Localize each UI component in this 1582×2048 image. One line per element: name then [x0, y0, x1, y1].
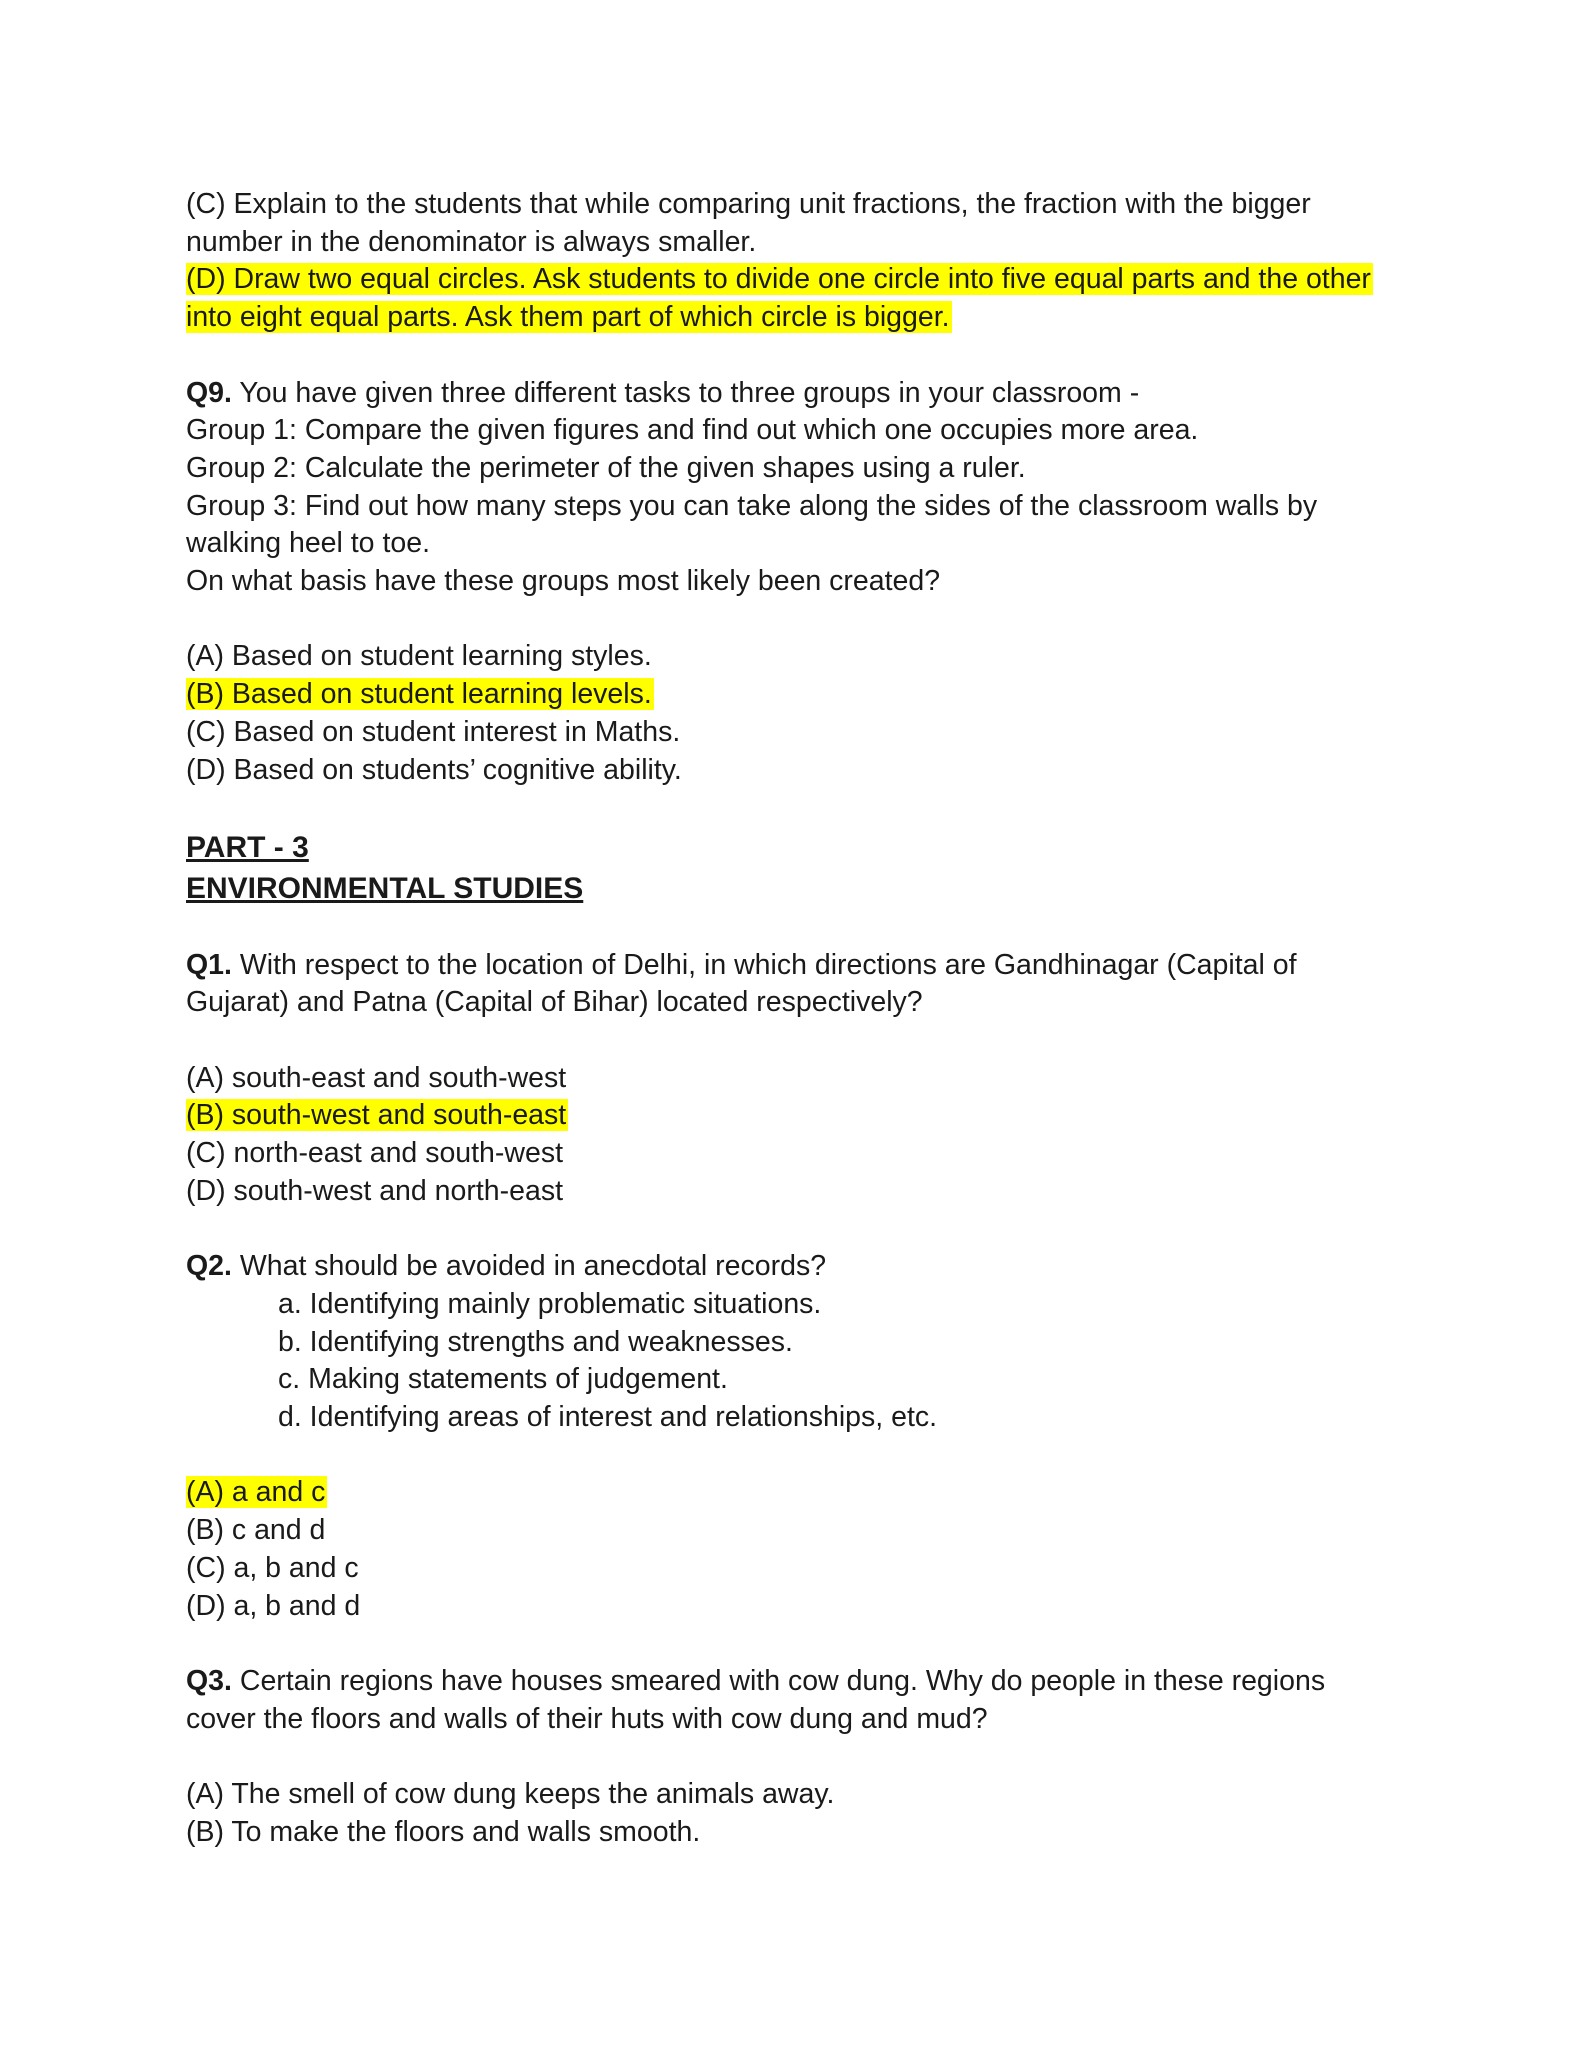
- evs-q3-stem-text: Certain regions have houses smeared with cow dung. Why do people in these regions: [231, 1664, 1326, 1697]
- spacer: [186, 789, 1396, 827]
- q8-option-d-highlight-1: (D) Draw two equal circles. Ask students to divide one circle into five equal parts and the other: [186, 263, 1371, 296]
- evs-q1-stem-text: With respect to the location of Delhi, in which directions are Gandhinagar (Capital of: [231, 948, 1297, 981]
- evs-q1-option-d: (D) south-west and north-east: [186, 1174, 563, 1207]
- evs-q1-option-b: [186, 1097, 1396, 1135]
- q9-number: Q9.: [186, 376, 232, 409]
- q9-group2: Group 2: Calculate the perimeter of the given shapes using a ruler.: [186, 451, 1026, 484]
- spacer: [186, 337, 1396, 375]
- evs-q1-option-b-highlight: (B) south-west and south-east: [186, 1099, 567, 1132]
- q9-option-b: [186, 676, 1396, 714]
- evs-q2-option-c: (C) a, b and c: [186, 1551, 359, 1584]
- q9-stem: [186, 375, 1396, 413]
- evs-q2-option-a: [186, 1474, 1396, 1512]
- q8-option-d-highlight-2: into eight equal parts. Ask them part of which circle is bigger.: [186, 301, 950, 334]
- evs-q1-option-a: (A) south-east and south-west: [186, 1061, 567, 1094]
- evs-q2-item-d: d. Identifying areas of interest and relationships, etc.: [278, 1401, 938, 1433]
- evs-q3-option-b: (B) To make the floors and walls smooth.: [186, 1815, 701, 1848]
- q8-option-c-line2: number in the denominator is always smaller.: [186, 225, 757, 258]
- evs-q2-item-b: b. Identifying strengths and weaknesses.: [278, 1325, 793, 1358]
- q9-group1: Group 1: Compare the given figures and find out which one occupies more area.: [186, 414, 1199, 447]
- spacer: [186, 1625, 1396, 1663]
- evs-q1-number: Q1.: [186, 948, 232, 981]
- evs-q2-option-b: (B) c and d: [186, 1514, 326, 1547]
- evs-q2-item-c: c. Making statements of judgement.: [278, 1363, 728, 1396]
- q9-option-c: (C) Based on student interest in Maths.: [186, 715, 681, 748]
- q9-question: On what basis have these groups most likely been created?: [186, 565, 941, 598]
- spacer: [186, 1211, 1396, 1249]
- q9-group3-line2: walking heel to toe.: [186, 527, 430, 560]
- evs-q1-option-c: (C) north-east and south-west: [186, 1137, 563, 1170]
- evs-q1-stem-line2: Gujarat) and Patna (Capital of Bihar) located respectively?: [186, 986, 923, 1019]
- evs-q2-number: Q2.: [186, 1250, 232, 1283]
- document-page: [186, 186, 1396, 1851]
- q8-option-c-line1: (C) Explain to the students that while comparing unit fractions, the fraction with the bigger: [186, 188, 1311, 220]
- q9-option-b-highlight: (B) Based on student learning levels.: [186, 678, 652, 711]
- q9-option-d: (D) Based on students’ cognitive ability.: [186, 753, 682, 786]
- spacer: [186, 909, 1396, 947]
- subject-heading: ENVIRONMENTAL STUDIES: [186, 871, 584, 905]
- evs-q2-stem-text: What should be avoided in anecdotal records?: [231, 1250, 827, 1283]
- evs-q3-number: Q3.: [186, 1664, 232, 1697]
- evs-q3-stem-line1: [186, 1663, 1396, 1701]
- evs-q1-stem-line1: [186, 947, 1396, 985]
- q9-option-a: (A) Based on student learning styles.: [186, 640, 652, 673]
- evs-q2-option-a-highlight: (A) a and c: [186, 1476, 326, 1509]
- part-heading: PART - 3: [186, 830, 309, 864]
- spacer: [186, 1738, 1396, 1776]
- evs-q3-option-a: (A) The smell of cow dung keeps the animals away.: [186, 1777, 835, 1810]
- q9-stem-text: You have given three different tasks to three groups in your classroom -: [231, 376, 1140, 409]
- evs-q2-option-d: (D) a, b and d: [186, 1589, 361, 1622]
- evs-q2-stem: [186, 1248, 1396, 1286]
- spacer: [186, 601, 1396, 639]
- q8-option-d-line2: [186, 299, 1396, 337]
- q8-option-d-line1: [186, 261, 1396, 299]
- evs-q2-item-a: a. Identifying mainly problematic situations.: [278, 1287, 822, 1320]
- spacer: [186, 1022, 1396, 1060]
- evs-q3-stem-line2: cover the floors and walls of their huts with cow dung and mud?: [186, 1702, 988, 1735]
- q9-group3-line1: Group 3: Find out how many steps you can take along the sides of the classroom walls by: [186, 489, 1318, 522]
- spacer: [186, 1437, 1396, 1475]
